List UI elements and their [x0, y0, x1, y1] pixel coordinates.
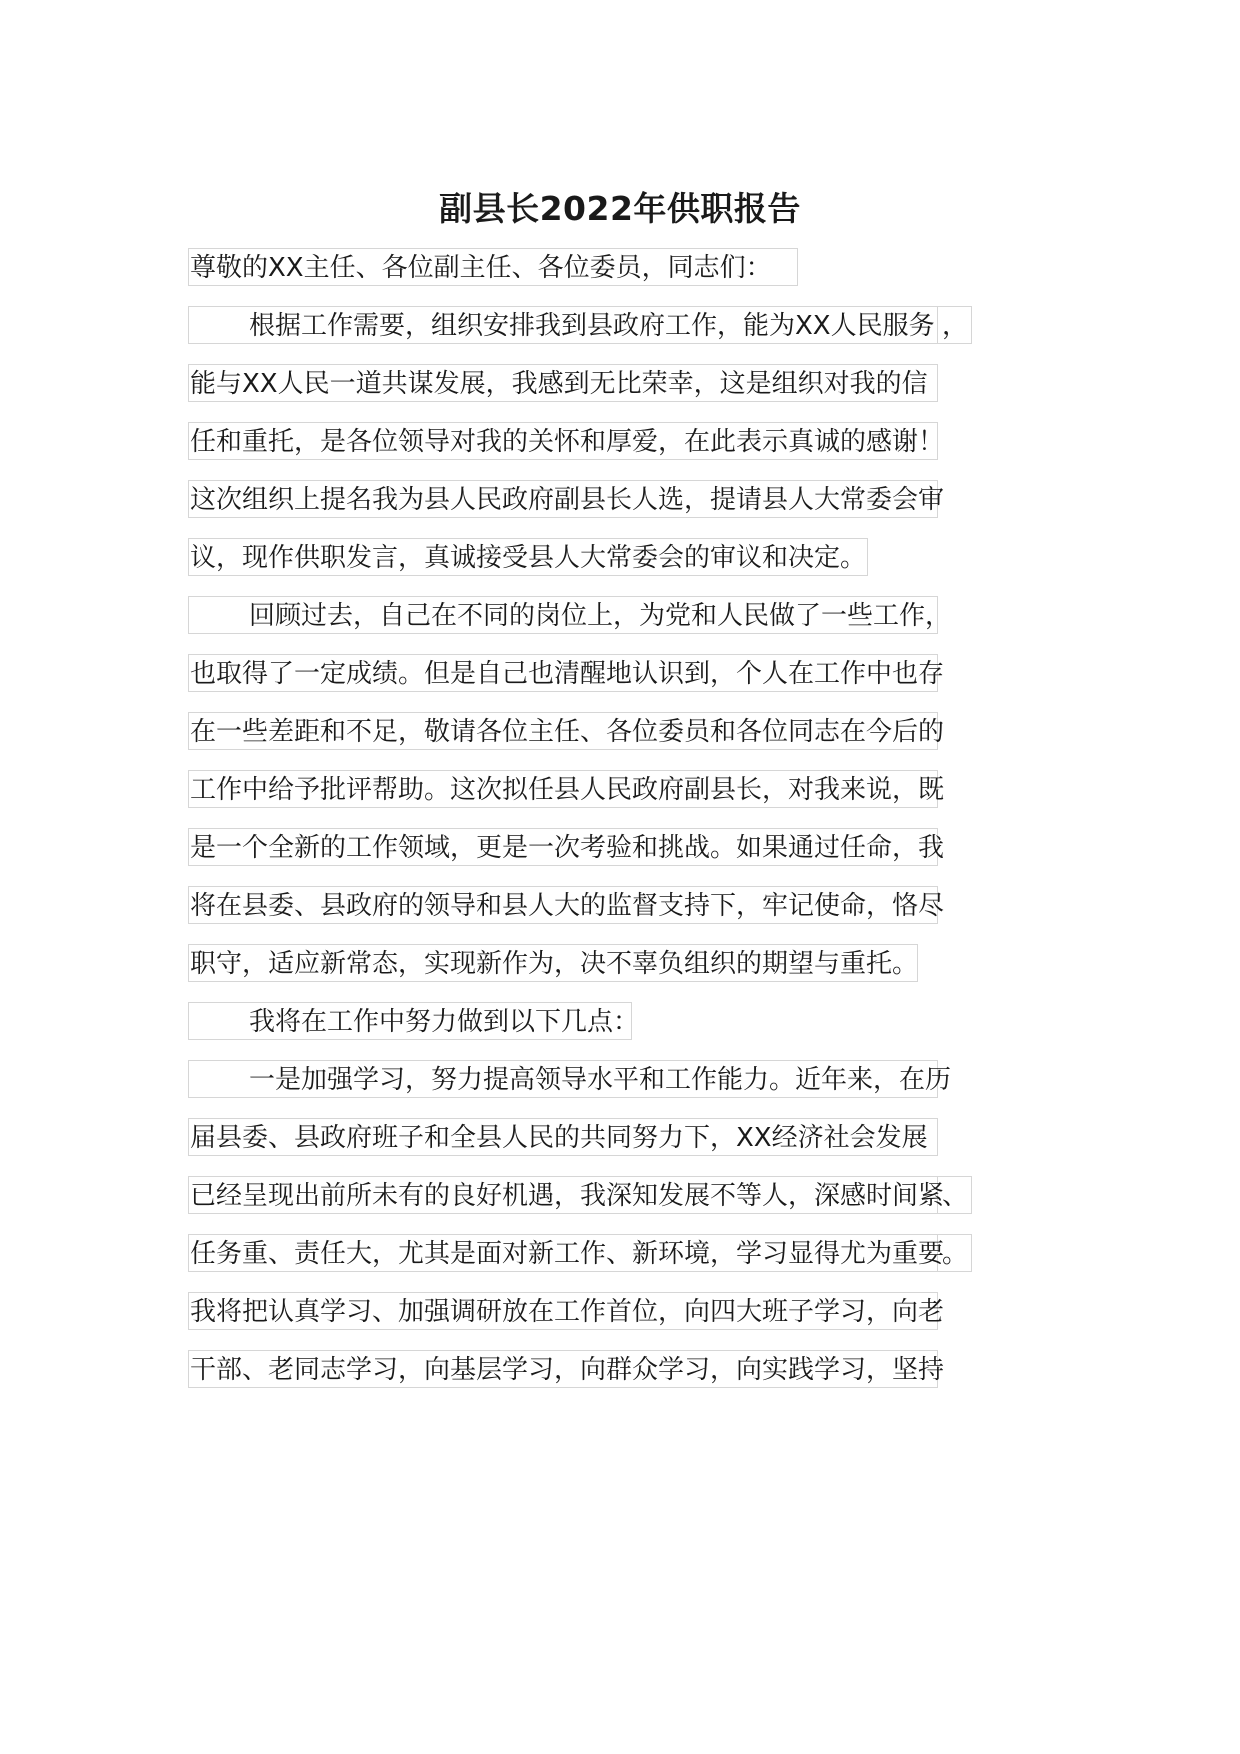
text-line: 我将在工作中努力做到以下几点： [188, 1002, 632, 1040]
document-title: 副县长2022年供职报告 [439, 189, 801, 228]
line-tail: 。 [938, 1234, 972, 1272]
line-tail: ， [938, 306, 972, 344]
text-line: 干部、老同志学习，向基层学习，向群众学习，向实践学习，坚持 [188, 1350, 938, 1388]
text-line: 根据工作需要，组织安排我到县政府工作，能为XX人民服务 [188, 306, 938, 344]
text-line: 工作中给予批评帮助。这次拟任县人民政府副县长，对我来说，既 [188, 770, 938, 808]
text-line: 能与XX人民一道共谋发展，我感到无比荣幸，这是组织对我的信 [188, 364, 938, 402]
text-line: 我将把认真学习、加强调研放在工作首位，向四大班子学习，向老 [188, 1292, 938, 1330]
text-line: 一是加强学习，努力提高领导水平和工作能力。近年来，在历 [188, 1060, 938, 1098]
text-line: 届县委、县政府班子和全县人民的共同努力下，XX经济社会发展 [188, 1118, 938, 1156]
text-line: 职守，适应新常态，实现新作为，决不辜负组织的期望与重托。 [188, 944, 918, 982]
salutation-line: 尊敬的XX主任、各位副主任、各位委员，同志们： [188, 248, 798, 286]
text-line: 回顾过去，自己在不同的岗位上，为党和人民做了一些工作， [188, 596, 938, 634]
text-line: 也取得了一定成绩。但是自己也清醒地认识到，个人在工作中也存 [188, 654, 938, 692]
text-line: 将在县委、县政府的领导和县人大的监督支持下，牢记使命，恪尽 [188, 886, 938, 924]
text-line: 在一些差距和不足，敬请各位主任、各位委员和各位同志在今后的 [188, 712, 938, 750]
text-line: 任务重、责任大，尤其是面对新工作、新环境，学习显得尤为重要 [188, 1234, 938, 1272]
text-line: 这次组织上提名我为县人民政府副县长人选，提请县人大常委会审 [188, 480, 938, 518]
text-line: 议，现作供职发言，真诚接受县人大常委会的审议和决定。 [188, 538, 868, 576]
text-line: 任和重托，是各位领导对我的关怀和厚爱，在此表示真诚的感谢！ [188, 422, 938, 460]
text-line: 已经呈现出前所未有的良好机遇，我深知发展不等人，深感时间紧 [188, 1176, 938, 1214]
text-line: 是一个全新的工作领域，更是一次考验和挑战。如果通过任命，我 [188, 828, 938, 866]
line-tail: 、 [938, 1176, 972, 1214]
